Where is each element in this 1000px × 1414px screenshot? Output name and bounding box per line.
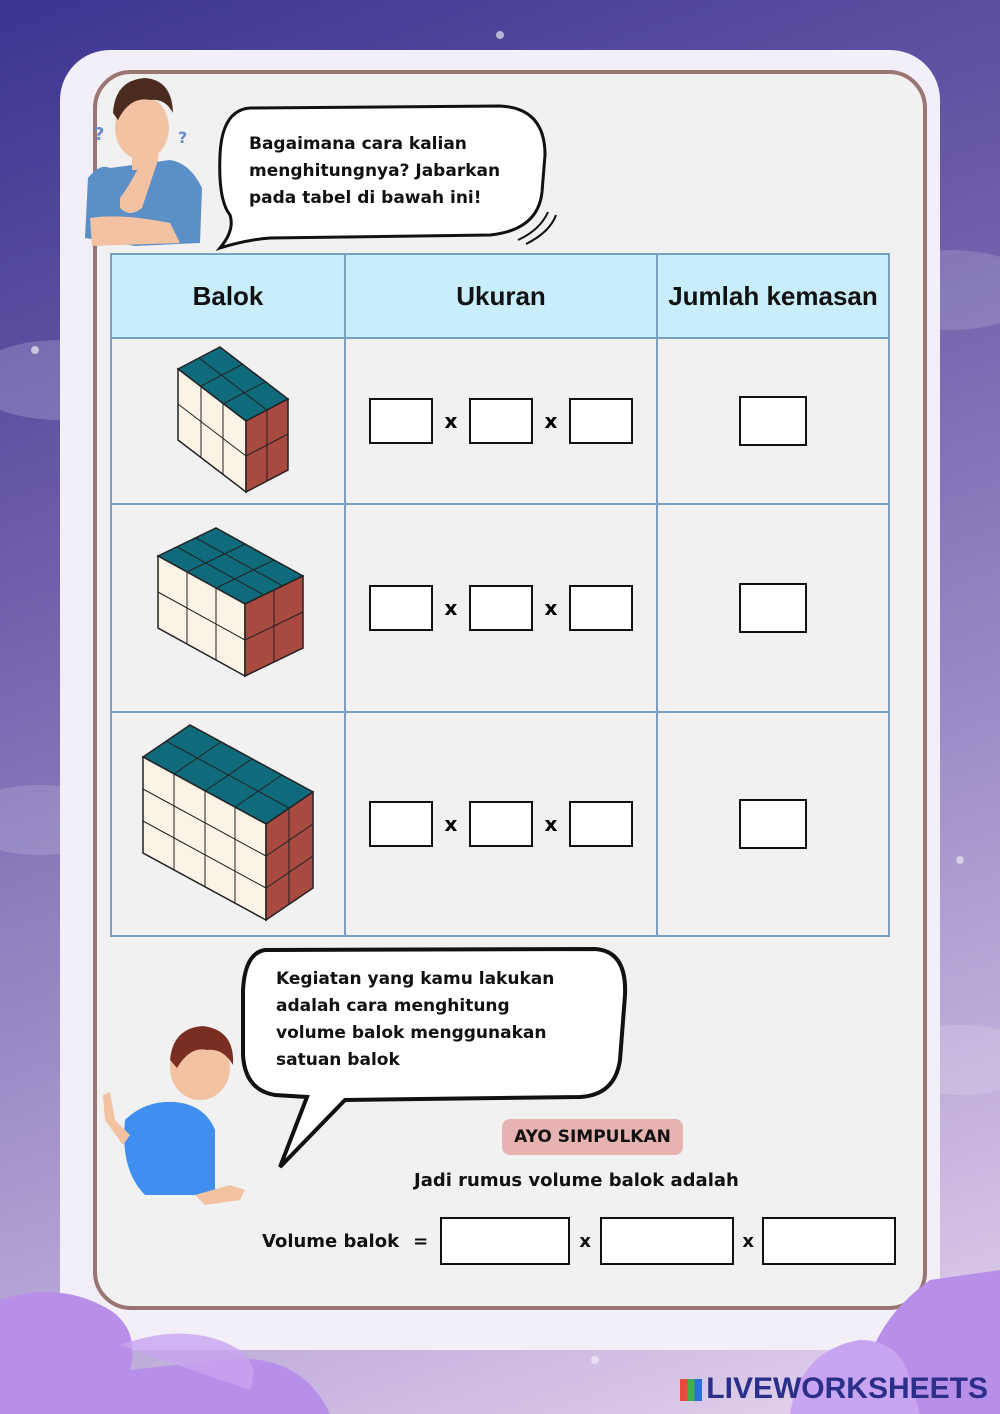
ayo-simpulkan-tag: AYO SIMPULKAN — [502, 1119, 683, 1155]
length-input-box[interactable] — [369, 585, 433, 631]
cuboid-table — [110, 253, 890, 937]
bubble-top-text — [249, 131, 500, 212]
equals-sign: = — [413, 1230, 429, 1252]
header-jumlah-kemasan: Jumlah kemasan — [657, 254, 889, 338]
count-input-box[interactable] — [739, 799, 807, 849]
conclusion-statement: Jadi rumus volume balok adalah — [414, 1170, 739, 1191]
bubble-top-line: pada tabel di bawah ini! — [249, 188, 482, 208]
logo-text: LIVEWORKSHEETS — [706, 1372, 988, 1405]
liveworksheets-icon — [680, 1379, 702, 1401]
svg-text:?: ? — [94, 124, 105, 145]
bubble-bottom-line: Kegiatan yang kamu lakukan — [276, 969, 555, 989]
width-input-box[interactable] — [469, 801, 533, 847]
count-cell — [657, 712, 889, 936]
bubble-bottom-line: satuan balok — [276, 1050, 400, 1070]
svg-text:?: ? — [178, 128, 188, 147]
bubble-top-line: Bagaimana cara kalian — [249, 134, 467, 154]
times-sign: x — [444, 596, 458, 620]
cuboid-cell — [111, 338, 345, 504]
volume-label: Volume balok — [262, 1230, 400, 1252]
dimension-cell — [345, 504, 657, 712]
header-balok: Balok — [111, 254, 345, 338]
height-input-box[interactable] — [569, 801, 633, 847]
count-input-box[interactable] — [739, 583, 807, 633]
times-sign: x — [444, 409, 458, 433]
times-sign: x — [544, 812, 558, 836]
bubble-bottom-text — [276, 966, 554, 1074]
width-input-box[interactable] — [469, 585, 533, 631]
cuboid-image-2 — [148, 526, 308, 686]
dimension-cell — [345, 712, 657, 936]
table-header-row — [111, 254, 889, 338]
table-row — [111, 504, 889, 712]
cuboid-image-1 — [158, 344, 298, 494]
table-row — [111, 712, 889, 936]
times-sign: x — [742, 1230, 754, 1252]
pointing-boy-illustration — [95, 1020, 255, 1205]
cuboid-image-3 — [138, 722, 318, 922]
table-row — [111, 338, 889, 504]
length-input-box[interactable] — [369, 801, 433, 847]
dimension-cell — [345, 338, 657, 504]
formula-width-box[interactable] — [600, 1217, 734, 1265]
bubble-bottom-line: volume balok menggunakan — [276, 1023, 547, 1043]
times-sign: x — [544, 409, 558, 433]
cuboid-cell — [111, 712, 345, 936]
count-cell — [657, 504, 889, 712]
count-cell — [657, 338, 889, 504]
times-sign: x — [544, 596, 558, 620]
liveworksheets-logo — [680, 1372, 988, 1406]
bubble-top-line: menghitungnya? Jabarkan — [249, 161, 501, 181]
times-sign: x — [579, 1230, 591, 1252]
height-input-box[interactable] — [569, 398, 633, 444]
height-input-box[interactable] — [569, 585, 633, 631]
thinking-boy-illustration — [80, 68, 210, 258]
cuboid-cell — [111, 504, 345, 712]
volume-formula — [262, 1216, 896, 1266]
bubble-bottom-line: adalah cara menghitung — [276, 996, 510, 1016]
times-sign: x — [444, 812, 458, 836]
formula-height-box[interactable] — [762, 1217, 896, 1265]
header-ukuran: Ukuran — [345, 254, 657, 338]
formula-length-box[interactable] — [440, 1217, 570, 1265]
width-input-box[interactable] — [469, 398, 533, 444]
length-input-box[interactable] — [369, 398, 433, 444]
count-input-box[interactable] — [739, 396, 807, 446]
